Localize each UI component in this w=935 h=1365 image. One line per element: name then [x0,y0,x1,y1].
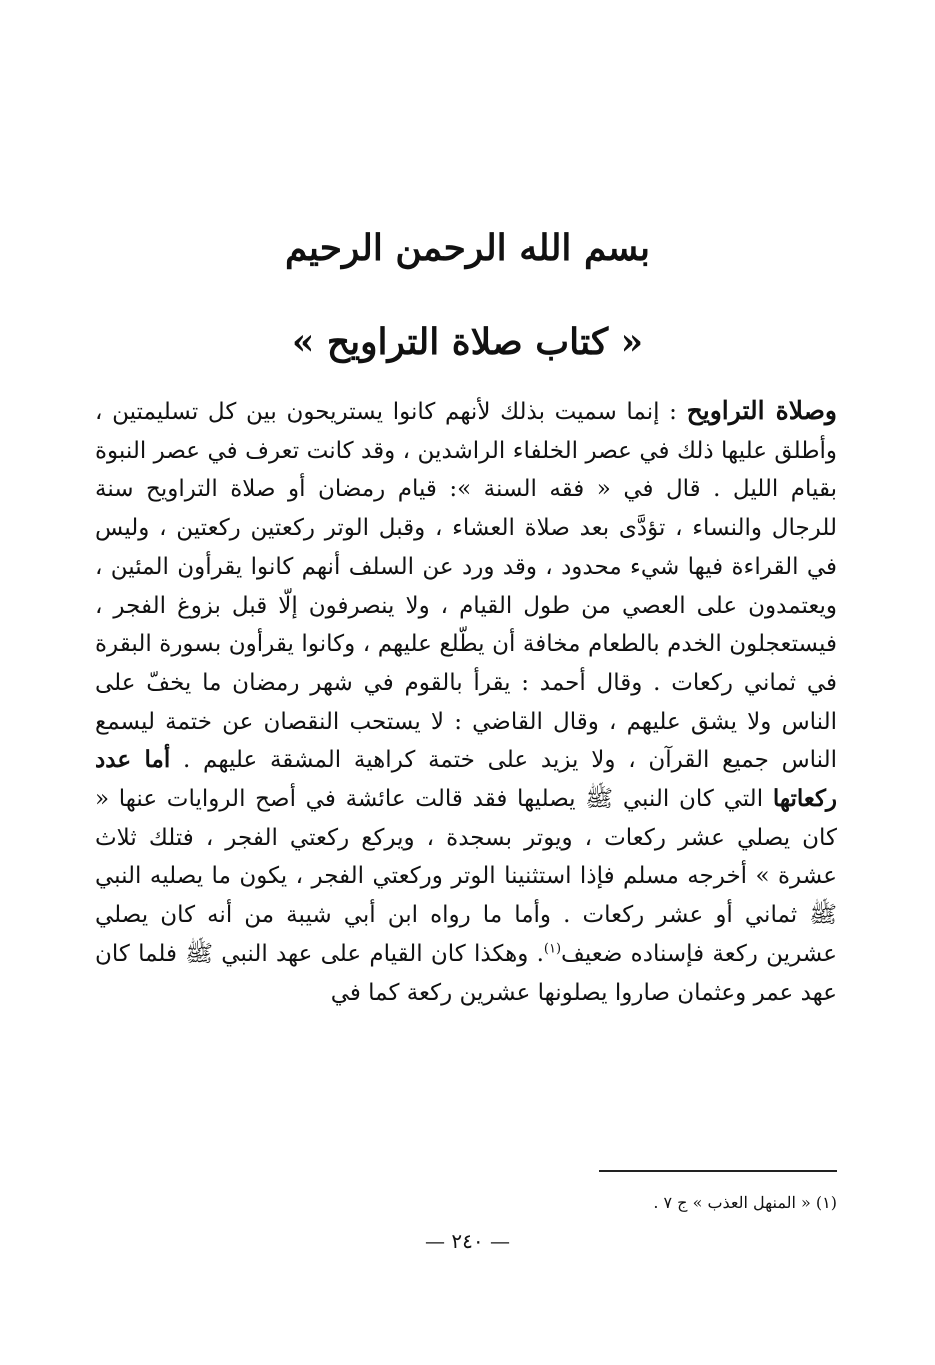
emphasis-term: أما عدد ركعاتها [95,746,837,813]
footnote-reference: (١) [543,941,562,957]
body-text-part-3: . وهكذا كان القيام على عهد النبي ﷺ فلما كان عهد عمر وعثمان صاروا يصلونها عشرين ركعة كما في [95,940,837,1006]
page-number: — ٢٤٠ — [425,1229,510,1253]
footnote-divider [599,1170,837,1172]
chapter-title: « كتاب صلاة التراويح » [291,321,644,363]
body-text-part-1: : إنما سميت بذلك لأنهم كانوا يستريحون بين كل تسليمتين ، وأطلق عليها ذلك في عصر الخلفاء الراشدين ، وقد كانت تعرف في عصر النبوة بقيام الليل . قال في « فقه السنة »: قيام رمضان أو صلاة التراويح سنة للرجال والنساء ، تؤدَّى بعد صلاة العشاء ، وقبل الوتر ركعتين ركعتين ، وليس في القراءة فيها شيء محدود ، وقد ورد عن السلف أنهم كانوا يقرأون المئين ، ويعتمدون على العصي من طول القيام ، ولا ينصرفون إلّا قبل بزوغ الفجر ، فيستعجلون الخدم بالطعام مخافة أن يطّلع عليهم ، وكانوا يقرأون بسورة البقرة في ثماني ركعات . وقال أحمد : يقرأ بالقوم في شهر رمضان ما يخفّ على الناس ولا يشق عليهم ، وقال القاضي : لا يستحب النقصان عن ختمة ليسمع الناس جميع القرآن ، ولا يزيد على ختمة كراهية المشقة عليهم . [95,399,837,774]
lead-term: وصلاة التراويح [686,396,838,425]
footnote-text: (١) « المنهل العذب » ج ٧ . [653,1193,837,1212]
basmala-heading: بسم الله الرحمن الرحيم [284,227,651,269]
body-text-part-2: التي كان النبي ﷺ يصليها فقد قالت عائشة في أصح الروايات عنها « كان يصلي عشر ركعات ، ويوتر بسجدة ، ويركع ركعتي الفجر ، فتلك ثلاث عشرة » أخرجه مسلم فإذا استثنينا الوتر وركعتي الفجر ، يكون ما يصليه النبي ﷺ ثماني أو عشر ركعات . وأما ما رواه ابن أبي شيبة من أنه كان يصلي عشرين ركعة فإسناده ضعيف [95,786,837,967]
body-paragraph [95,392,837,1012]
